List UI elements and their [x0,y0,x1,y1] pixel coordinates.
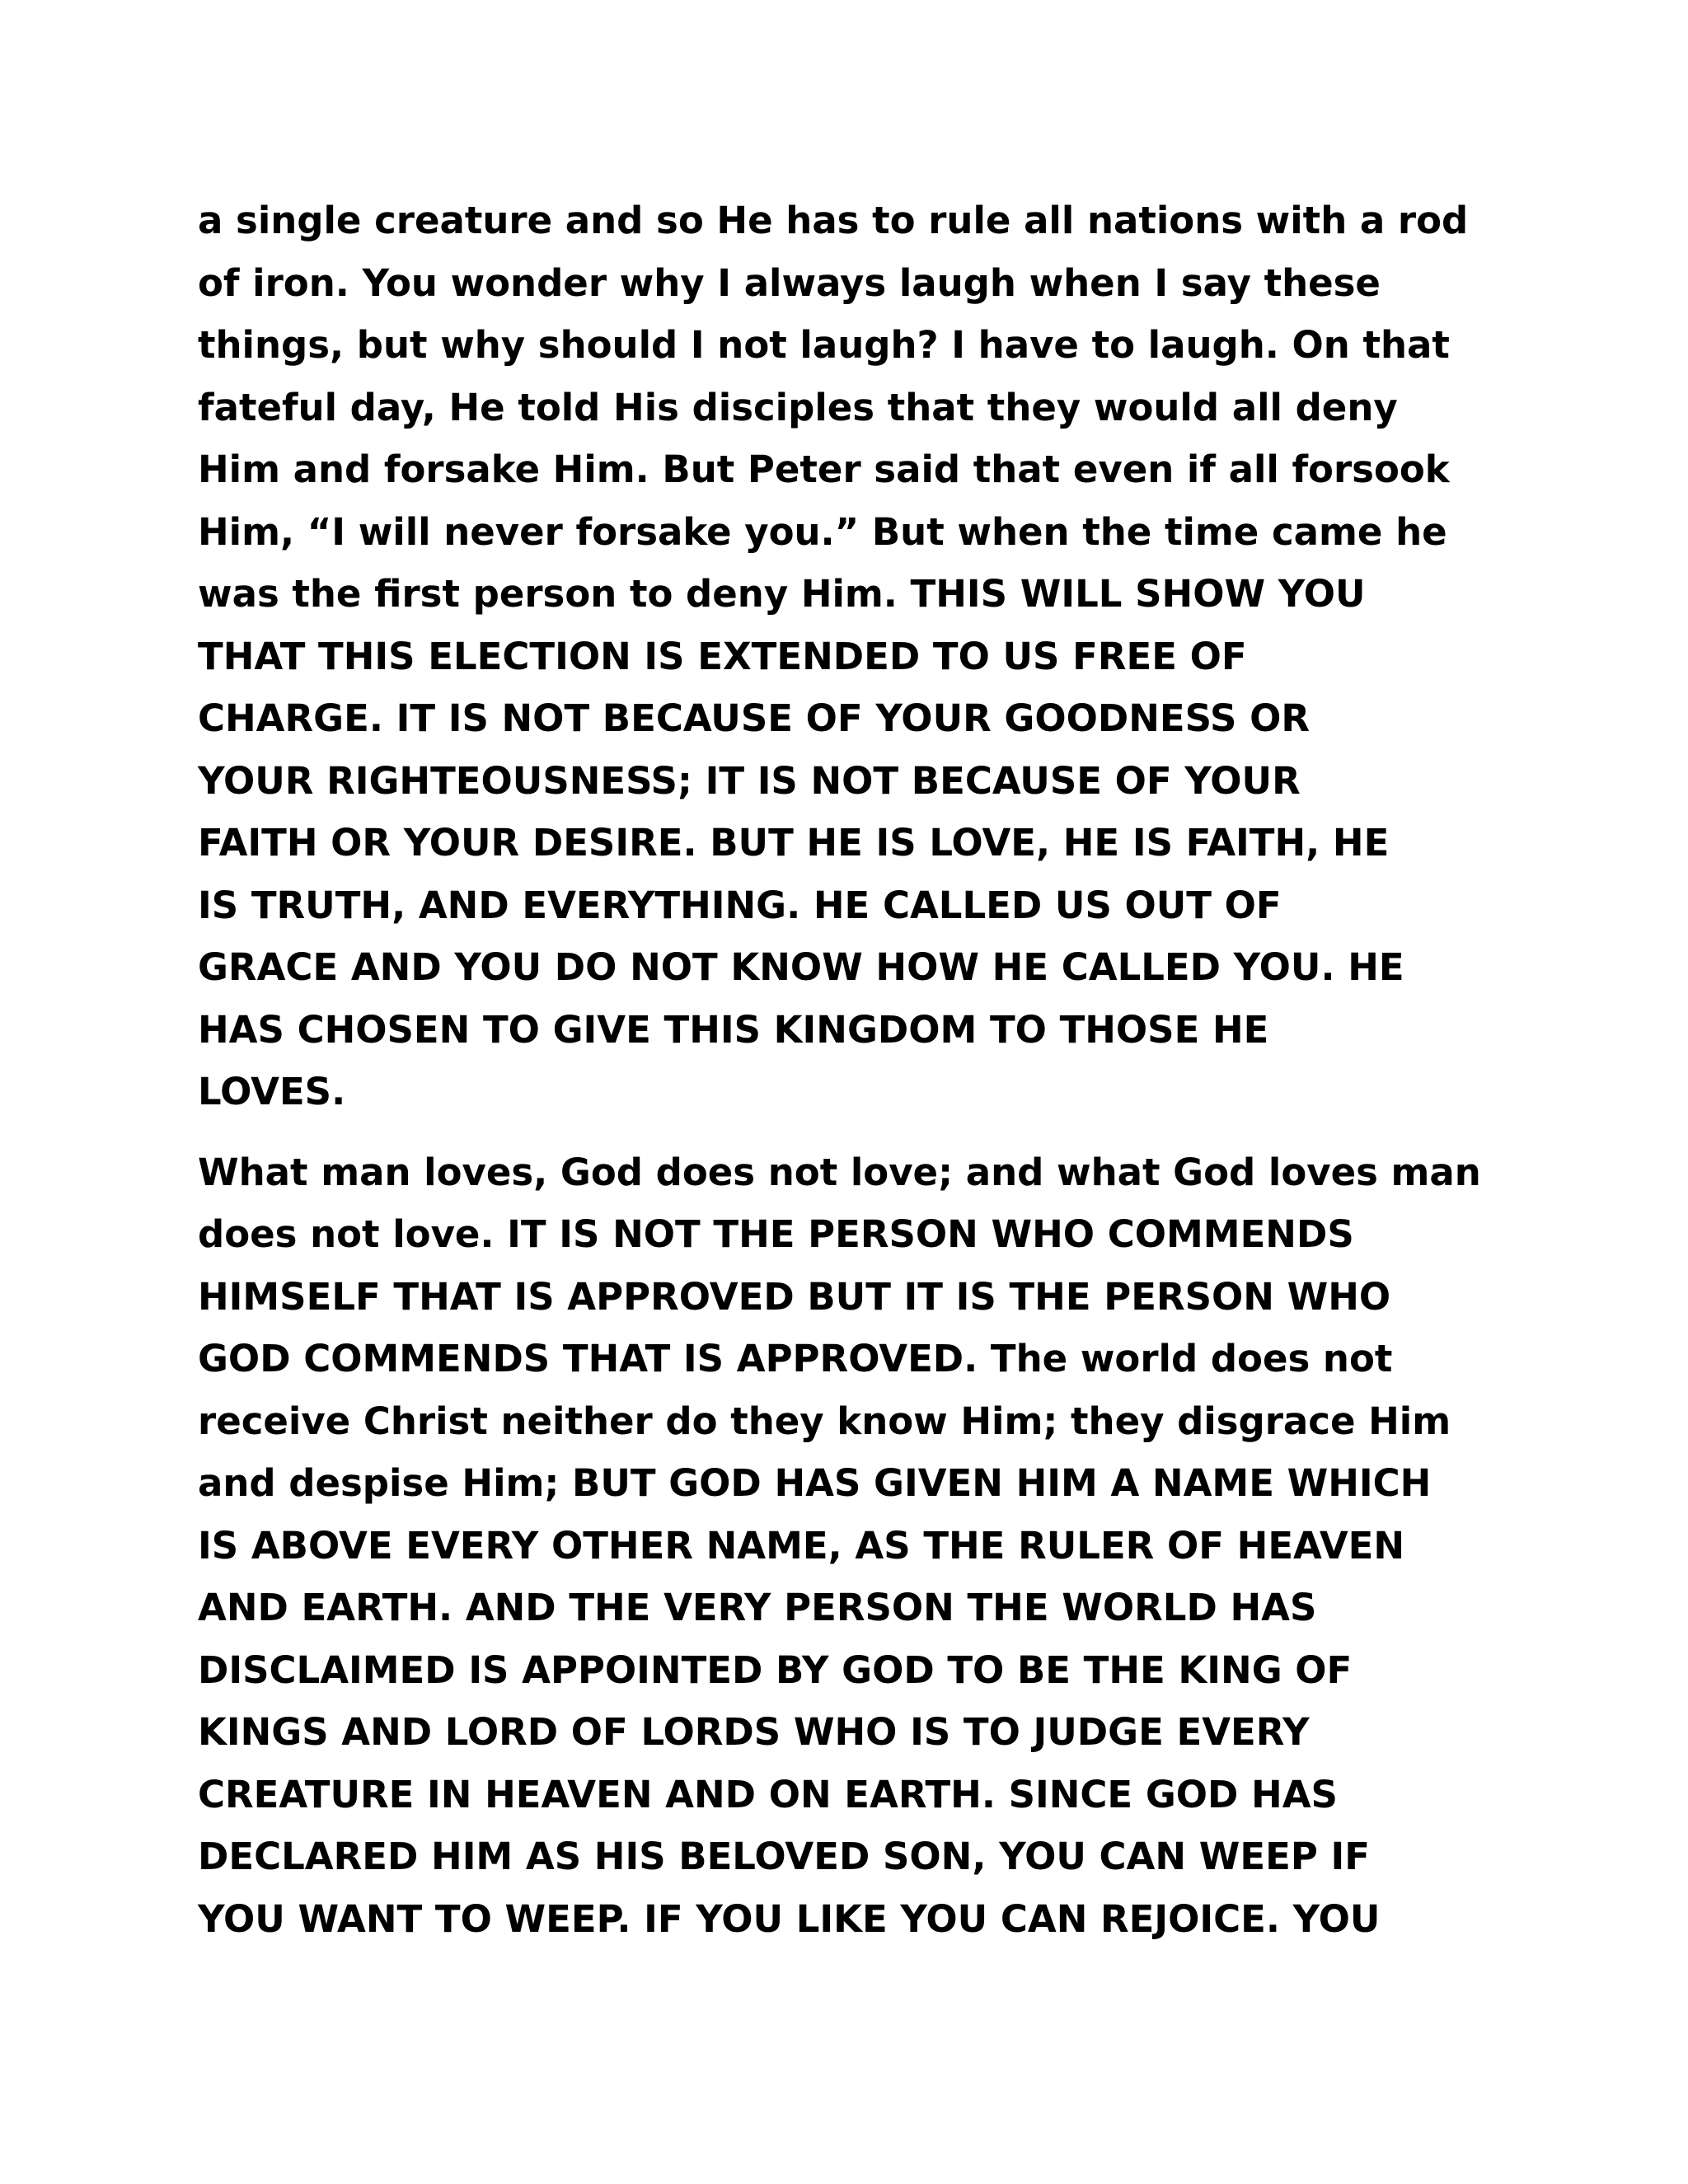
text-line: fateful day, He told His disciples that they would all deny [198,385,1398,429]
text-line: was the first person to deny Him. THIS WILL SHOW YOU [198,572,1366,616]
text-line: KINGS AND LORD OF LORDS WHO IS TO JUDGE EVERY [198,1710,1310,1754]
text-line: GOD COMMENDS THAT IS APPROVED. The world does not [198,1337,1393,1380]
text-line: YOU WANT TO WEEP. IF YOU LIKE YOU CAN REJOICE. YOU [198,1896,1381,1941]
text-line: and despise Him; BUT GOD HAS GIVEN HIM A NAME WHICH [198,1461,1432,1505]
text-line: a single creature and so He has to rule all nations with a rod [198,199,1469,242]
text-line: FAITH OR YOUR DESIRE. BUT HE IS LOVE, HE IS FAITH, HE [198,821,1390,865]
text-line: of iron. You wonder why I always laugh when I say these [198,260,1381,305]
text-line: YOUR RIGHTEOUSNESS; IT IS NOT BECAUSE OF YOUR [198,758,1301,803]
text-line: things, but why should I not laugh? I have to laugh. On that [198,323,1450,367]
text-line: HAS CHOSEN TO GIVE THIS KINGDOM TO THOSE HE [198,1007,1269,1052]
text-line: What man loves, God does not love; and what God loves man [198,1150,1481,1194]
text-line: DECLARED HIM AS HIS BELOVED SON, YOU CAN WEEP IF [198,1835,1370,1878]
text-line: Him, “I will never forsake you.” But when the time came he [198,509,1447,554]
text-line: IS TRUTH, AND EVERYTHING. HE CALLED US OUT OF [198,883,1282,927]
text-line: DISCLAIMED IS APPOINTED BY GOD TO BE THE KING OF [198,1647,1353,1692]
text-line: THAT THIS ELECTION IS EXTENDED TO US FREE OF [198,634,1247,678]
text-line: IS ABOVE EVERY OTHER NAME, AS THE RULER OF HEAVEN [198,1523,1405,1568]
text-line: LOVES. [198,1070,346,1113]
text-line: GRACE AND YOU DO NOT KNOW HOW HE CALLED YOU. HE [198,945,1404,989]
paragraph-2 [198,1141,1517,1951]
text-line: HIMSELF THAT IS APPROVED BUT IT IS THE PERSON WHO [198,1274,1391,1319]
paragraph-1 [198,190,1517,1123]
text-line: Him and forsake Him. But Peter said that even if all forsook [198,448,1450,491]
text-line: CHARGE. IT IS NOT BECAUSE OF YOUR GOODNESS OR [198,696,1310,740]
text-line: AND EARTH. AND THE VERY PERSON THE WORLD HAS [198,1586,1317,1629]
text-line: receive Christ neither do they know Him; they disgrace Him [198,1399,1451,1443]
text-line: does not love. IT IS NOT THE PERSON WHO COMMENDS [198,1212,1354,1256]
text-line: CREATURE IN HEAVEN AND ON EARTH. SINCE GOD HAS [198,1772,1338,1816]
page-body [198,190,1517,1950]
